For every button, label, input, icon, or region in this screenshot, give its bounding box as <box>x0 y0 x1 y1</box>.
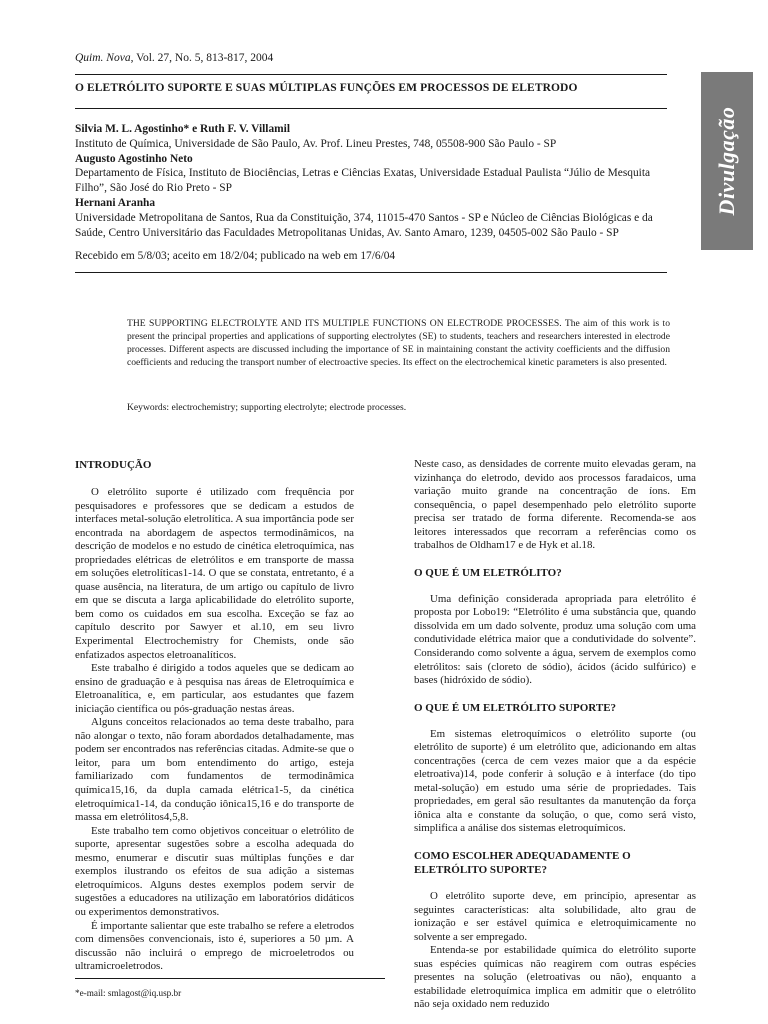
author-names-1: Silvia M. L. Agostinho* e Ruth F. V. Villamil <box>75 123 290 135</box>
section-heading-eletrolito-suporte: O QUE É UM ELETRÓLITO SUPORTE? <box>414 701 617 714</box>
eletrolito-suporte-paragraph: Em sistemas eletroquímicos o eletrólito suporte (ou eletrólito de suporte) é um eletrólito que, adicionando em altas concentrações (cerca de cem vezes maior que a da espécie eletroativa)14, pode conferir à solução e à interface (do tipo metal-solução) em estudo uma série de propriedades. Tais propriedades, em geral são resultantes da manutenção da força iônica alta e constante da solução, o que, como será visto, simplifica a análise dos sistemas eletroquímicos. <box>414 727 696 835</box>
section-heading-escolher: COMO ESCOLHER ADEQUADAMENTE O ELETRÓLITO SUPORTE? <box>414 850 631 877</box>
header-rule-bottom <box>75 108 667 109</box>
eletrolito-paragraph: Uma definição considerada apropriada para eletrólito é proposta por Lobo19: “Eletrólito é uma substância que, quando dissolvida em um dado solvente, produz uma solução com uma condutividade elétrica maior que a condutividade do solvente”. Considerando como solvente a água, servem de exemplos como eletrólitos: sais (cloreto de sódio), ácidos (ácido sulfúrico) e bases (hidróxido de sódio). <box>414 592 696 687</box>
continued-paragraph: Neste caso, as densidades de corrente muito elevadas geram, na vizinhança do eletrodo, devido aos processos faradaicos, uma variação muito grande na concentração de íons. Em consequência, o papel desempenhado pelo eletrólito suporte precisa ser tratado de forma diferente. Recomenda-se aos leitores interessados que recorram a referências como os trabalhos de Oldham17 e de Hyk et al.18. <box>414 458 696 552</box>
journal-name: Quim. Nova <box>75 52 131 64</box>
keywords: Keywords: electrochemistry; supporting electrolyte; electrode processes. <box>127 402 407 413</box>
author-affiliation-1: Instituto de Química, Universidade de São Paulo, Av. Prof. Lineu Prestes, 748, 05508-900 São Paulo - SP <box>75 137 557 150</box>
abstract-rule-top <box>75 272 667 273</box>
section-heading-eletrolito: O QUE É UM ELETRÓLITO? <box>414 566 562 579</box>
intro-paragraph-1: O eletrólito suporte é utilizado com frequência por pesquisadores e professores que se dedicam a estudos de interfaces metal-solução eletrolítica. A sua importância pode ser encontrada na abordagem de aspectos termodinâmicos, na descrição de modelos e no estudo de cinética eletroquímica, nas propriedades elétricas de eletrólitos e em transporte de massa em soluções eletrolíticas1-14. O que se constata, entretanto, é a quase ausência, na literatura, de um artigo ou capítulo de livro em que se discuta a larga aplicabilidade do eletrólito suporte, bem como os cuidados em sua escolha. Exceção se faz ao capítulo descrito por Sawyer et al.10, em seu livro Experimental Electrochemistry for Chemists, onde são enfatizados aspectos eletroanalíticos. <box>75 486 354 661</box>
right-column <box>414 458 696 1012</box>
journal-citation <box>75 52 273 64</box>
escolher-paragraph-1: O eletrólito suporte deve, em princípio, apresentar as seguintes características: alta solubilidade, alto grau de ionização e ser estável química e eletroquimicamente no solvente a ser empregado. <box>414 890 696 943</box>
section-heading-introducao: INTRODUÇÃO <box>75 459 152 471</box>
received-dates: Recebido em 5/8/03; aceito em 18/2/04; publicado na web em 17/6/04 <box>75 250 396 262</box>
left-column <box>75 458 354 974</box>
author-names-3: Hernani Aranha <box>75 196 156 209</box>
author-block <box>75 122 670 240</box>
header-rule-top <box>75 74 667 75</box>
abstract: THE SUPPORTING ELECTROLYTE AND ITS MULTIPLE FUNCTIONS ON ELECTRODE PROCESSES. The aim of this work is to present the principal properties and applications of supporting electrolytes (SE) to students, teachers and researchers interested in electrode processes. Different aspects are discussed including the importance of SE in maintaining constant the activity coefficients and the diffusion coefficients and reducing the transport number of electroactive species. Its effect on the electrochemical kinetic parameters is also presented. <box>127 318 670 369</box>
side-tab-label: Divulgação <box>714 106 739 216</box>
author-affiliation-2: Departamento de Física, Instituto de Biociências, Letras e Ciências Exatas, Universidade Estadual Paulista “Júlio de Mesquita Filho”, São José do Rio Preto - SP <box>75 167 651 195</box>
intro-paragraph-4: Este trabalho tem como objetivos conceituar o eletrólito de suporte, apresentar sugestões sobre a escolha adequada do mesmo, enumerar e discutir suas múltiplas funções e dar exemplos ilustrando os efeitos de sua adição a sistemas eletroquímicos. Alguns destes exemplos podem servir de sugestões a educadores na utilização em laboratórios didáticos ou experimentos demonstrativos. <box>75 824 354 918</box>
author-affiliation-3: Universidade Metropolitana de Santos, Rua da Constituição, 374, 11015-470 Santos - SP e Núcleo de Ciências Biológicas e da Saúde, Centro Universitário das Faculdades Metropolitanas Unidas, Av. Santo Amaro, 1239, 04505-002 São Paulo - SP <box>75 211 653 239</box>
author-names-2: Augusto Agostinho Neto <box>75 152 193 165</box>
intro-paragraph-5: É importante salientar que este trabalho se refere a eletrodos com dimensões convencionais, isto é, superiores a 50 µm. A discussão não incluirá o emprego de microeletrodos ou ultramicroeletrodos. <box>75 919 354 973</box>
footnote-email: *e-mail: smlagost@iq.usp.br <box>75 988 182 998</box>
footnote-rule <box>75 978 385 979</box>
escolher-paragraph-2: Entenda-se por estabilidade química do eletrólito suporte suas espécies químicas não reagirem com outras espécies presentes na solução (eletroativas ou não), enquanto a estabilidade eletroquímica implica em admitir que o eletrólito não seja oxidado nem reduzido <box>414 944 696 1011</box>
intro-paragraph-3: Alguns conceitos relacionados ao tema deste trabalho, para não alongar o texto, não foram abordados detalhadamente, mas podem ser encontrados nas referências citadas. Admite-se que o leitor, para um bom entendimento do artigo, esteja familiarizado com fundamentos de termodinâmica química15,16, da dupla camada elétrica1-5, da cinética eletroquímica1-14, da condução iônica15,16 e do transporte de massa em eletrólitos4,5,8. <box>75 716 354 824</box>
journal-volume-info: , Vol. 27, No. 5, 813-817, 2004 <box>130 52 274 64</box>
intro-paragraph-2: Este trabalho é dirigido a todos aqueles que se dedicam ao ensino de graduação e à pesquisa nas áreas de Eletroquímica e Eletroanalítica, e, em particular, aos estudantes que fazem iniciação científica ou pós-graduação nestas áreas. <box>75 662 354 715</box>
article-title: O ELETRÓLITO SUPORTE E SUAS MÚLTIPLAS FUNÇÕES EM PROCESSOS DE ELETRODO <box>75 82 578 94</box>
section-side-tab <box>701 72 753 250</box>
